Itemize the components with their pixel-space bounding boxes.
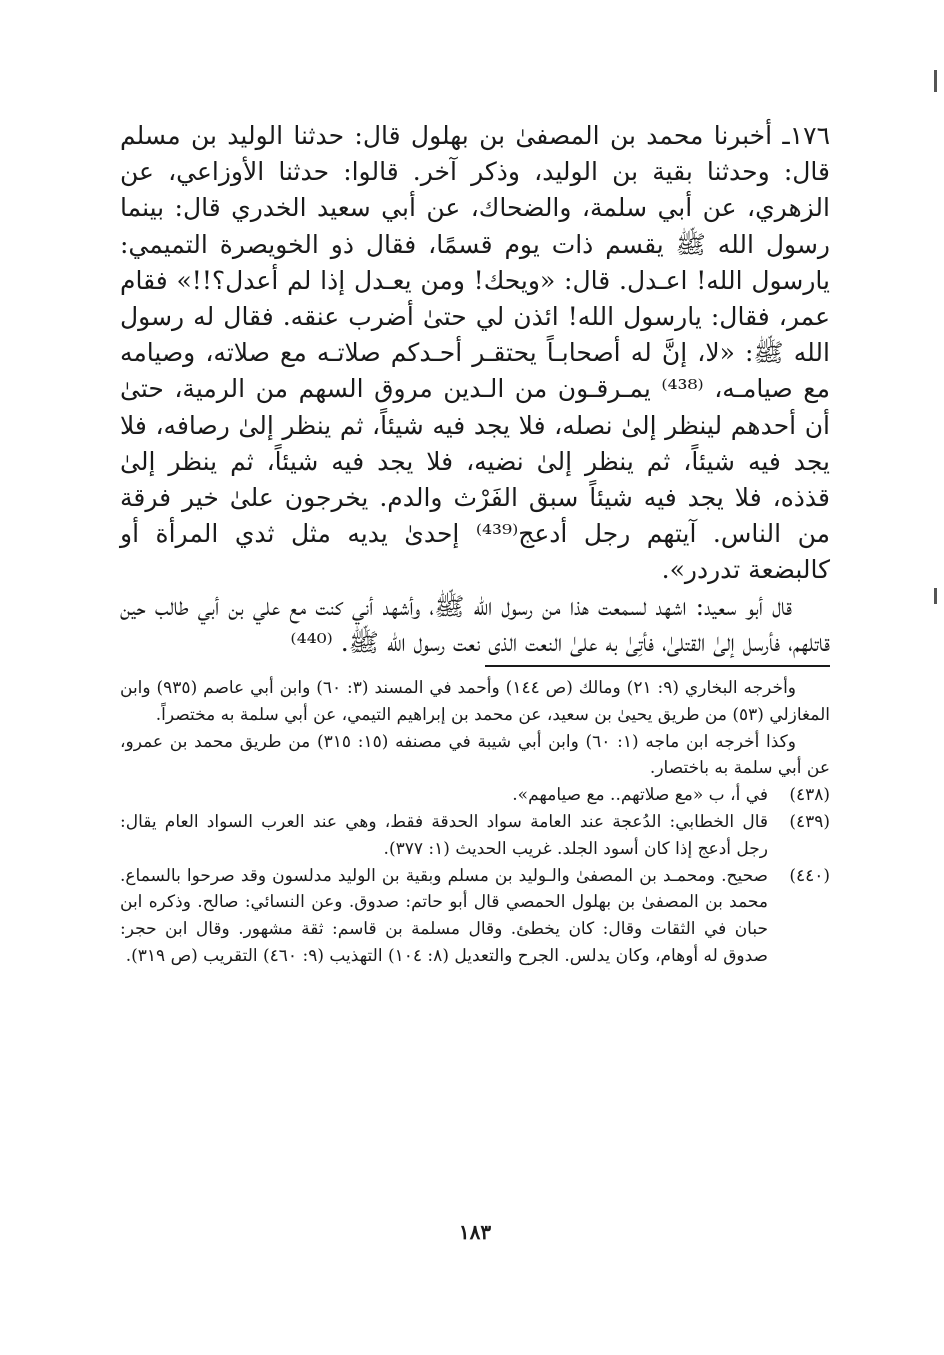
hadith-paragraph: قال أبو سعيد: اشهد لسمعت هذا من رسول الله ﷺ، وأشهد أني كنت مع علي بن أبي طالب حين قاتلهم، فأرسل إلىٰ القتلىٰ، فأتِىٰ به علىٰ النعت الذى نعت رسول الله ﷺ. ⁽⁴⁴⁰⁾: [120, 591, 830, 657]
hadith-text: [120, 118, 830, 661]
scan-edge-mark: [934, 588, 937, 604]
book-page: [120, 118, 830, 1298]
footnote-number: (٤٤٠): [789, 865, 830, 886]
footnote-item: [120, 863, 830, 970]
page-number: ١٨٣: [458, 1220, 492, 1244]
footnote-continuation: وأخرجه البخاري (٩: ٢١) ومالك (ص ١٤٤) وأحمد في المسند (٣: ٦٠) وابن أبي عاصم (٩٣٥) وابن المغازلي (٥٣) من طريق يحيىٰ بن سعيد، عن محمد بن إبراهيم التيمي، عن أبي سلمة به مختصراً.: [120, 678, 830, 725]
footnote-item: [120, 782, 830, 809]
footnote-number: (٤٣٩): [789, 812, 830, 833]
footnote-continuation: وكذا أخرجه ابن ماجه (١: ٦٠) وابن أبي شيبة في مصنفه (١٥: ٣١٥) من طريق محمد بن عمرو، عن أبي سلمة به باختصار.: [120, 731, 830, 779]
footnotes: [120, 675, 830, 970]
scan-edge-mark: [934, 70, 937, 92]
footnote-text: في أ، ب «مع صلاتهم.. مع صيامهم».: [512, 785, 768, 806]
footnote-item: [120, 809, 830, 863]
footnote-number: (٤٣٨): [789, 785, 830, 806]
footnote-text: صحيح. ومحمـد بن المصفىٰ والـوليد بن مسلم وبقية بن الوليد مدلسون وقد صرحوا بالسماع. محمد بن المصفىٰ بن بهلول الحمصي قال أبو حاتم: صدوق. وعن النسائي: صالح. وذكره ابن حبان في الثقات وقال: كان يخطئ. وقال مسلمة بن قاسم: ثقة مشهور. وقال ابن حجر: صدوق له أوهام، وكان يدلس. الجرح والتعديل (٨: ١٠٤) التهذيب (٩: ٤٦٠) التقريب (ص ٣١٩).: [120, 865, 768, 967]
hadith-paragraph: ١٧٦ـ أخبرنا محمد بن المصفىٰ بن بهلول قال: حدثنا الوليد بن مسلم قال: وحدثنا بقية بن الوليد، وذكر آخر. قالوا: حدثنا الأوزاعي، عن الزهري، عن أبي سلمة، والضحاك، عن أبي سعيد الخدري قال: بينما رسول الله ﷺ يقسم ذات يوم قسمًا، فقال ذو الخويصرة التميمي: يارسول الله! اعـدل. قال: «ويحك! ومن يعـدل إذا لم أعدل؟!!» فقام عمر، فقال: يارسول الله! ائذن لي حتىٰ أضرب عنقه. فقال له رسول الله ﷺ: «لا، إنَّ له أصحابـاً يحتقـر أحـدكم صلاتـه مع صلاته، وصيامه مع صيامـه، ⁽⁴³⁸⁾ يمـرقـون من الـدين مروق السهم من الرمية، حتىٰ أن أحدهم لينظر إلىٰ نصله، فلا يجد فيه شيئاً، ثم ينظر إلىٰ رصافه، فلا يجد فيه شيئاً، ثم ينظر إلىٰ نضيه، فلا يجد فيه شيئاً، ثم ينظر إلىٰ قذذه، فلا يجد فيه شيئاً سبق الفَرْث والدم. يخرجون علىٰ خير فرقة من الناس. آيتهم رجل أدعج⁽⁴³⁹⁾ إحدىٰ يديه مثل ثدي المرأة أو كالبضعة تدردر».: [120, 121, 831, 585]
footnote-text: قال الخطابي: الدُعجة عند العامة سواد الحدقة فقط، وهي عند العرب السواد العام يقال: رجل أدعج إذا كان أسود الجلد. غريب الحديث (١: ٣٧٧).: [120, 812, 768, 859]
footnote-separator: [485, 665, 830, 667]
